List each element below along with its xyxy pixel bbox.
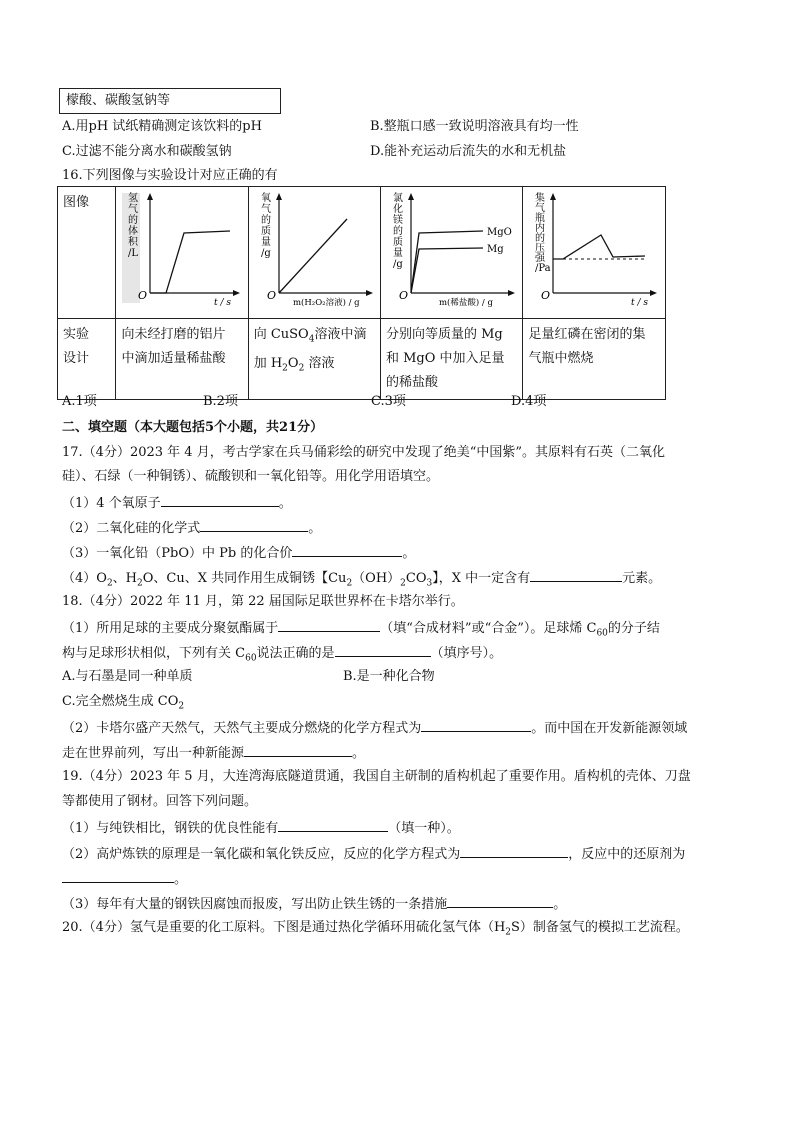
- graph3-series-mgo: MgO: [486, 227, 512, 238]
- design1-line1: 向未经打磨的铝片: [121, 327, 226, 342]
- q17-part3: （3）一氧化铅（PbO）中 Pb 的化合价 。: [62, 542, 415, 564]
- q19-part1: （1）与纯铁相比，钢铁的优良性能有 （填一种）。: [62, 817, 460, 839]
- q17-part4: $(4)O_2$、$H_2O$、Cu、X 共同作用生成铜锈【$Cu_2(OH)_2CO_3$】，X 中一定含有 元素。: [62, 567, 661, 594]
- q18-part1-line2: 构与足球形状相似，下列有关 $C_{60}$说法正确的是 （填序号）。: [62, 642, 502, 669]
- answer-blank[interactable]: [200, 517, 308, 532]
- q16-design4-cell: [523, 319, 666, 400]
- q20-stem: 20.（4分）氢气是重要的化工原料。下图是通过热化学循环用硫化氢气体$(H_2S)$制备氢气的模拟工艺流程。: [62, 920, 689, 938]
- q16-table: [57, 186, 666, 400]
- section-2-heading: 二、填空题（本大题包括5个小题，共21分）: [62, 420, 324, 435]
- q17-part1: （1）4 个氧原子 。: [62, 492, 292, 514]
- graph2-curve: [279, 219, 347, 293]
- q16-option-a: A.1项: [62, 394, 97, 409]
- answer-blank[interactable]: [447, 893, 553, 908]
- q16-option-c: C.3项: [371, 394, 406, 409]
- q17-stem-line1: 17.（4分）2023 年 4 月，考古学家在兵马俑彩绘的研究中发现了绝美“中国紫”。其原料有石英（二氧化: [62, 445, 665, 460]
- graph2-ylabel: 氧气的质量/g: [260, 193, 271, 259]
- q19-stem-line1: 19.（4分）2023 年 5 月，大连湾海底隧道贯通，我国自主研制的盾构机起了重要作用。盾构机的壳体、刀盘: [62, 769, 691, 784]
- answer-blank[interactable]: [460, 843, 568, 858]
- q16-design-row: [58, 319, 666, 400]
- q18-option-a: A.与石墨是同一种单质: [62, 669, 193, 684]
- boxed-text-frame: [59, 88, 281, 114]
- q19-stem-line2: 等都使用了钢材。回答下列问题。: [62, 794, 258, 809]
- q16-graph2-cell: [248, 187, 380, 319]
- answer-blank[interactable]: [278, 817, 388, 832]
- design1-line2: 中滴加适量稀盐酸: [121, 351, 226, 366]
- q16-design2-cell: [248, 319, 380, 400]
- q16-row2-label-2: 设计: [63, 351, 90, 366]
- graph3-magnesium-chloride-mass: [383, 189, 517, 307]
- q18-option-c: C.完全燃烧生成 $CO_2$: [62, 694, 185, 712]
- graph3-ylabel: 氯化镁的质量/g: [392, 193, 403, 270]
- design2-line2: 加 $H_2O_2$ 溶液: [253, 355, 335, 374]
- graph2-xlabel: m(H₂O₂溶液) / g: [292, 298, 360, 307]
- graph4-xlabel: t / s: [631, 298, 649, 307]
- q15-option-b: B.整瓶口感一致说明溶液具有均一性: [370, 119, 579, 134]
- design3-line1: 分别向等质量的 Mg: [385, 327, 503, 342]
- q19-part3: （3）每年有大量的钢铁因腐蚀而报废，写出防止铁生锈的一条措施 。: [62, 893, 566, 915]
- q16-design3-cell: [380, 319, 523, 400]
- graph3-series-mg: Mg: [486, 244, 504, 255]
- q17-part2: （2）二氧化硅的化学式 。: [62, 517, 321, 539]
- q17-stem-line2: 硅）、石绿（一种铜锈）、硫酸钡和一氧化铅等。用化学用语填空。: [62, 469, 440, 484]
- answer-blank[interactable]: [244, 742, 352, 757]
- q18-part1-line1: （1）所用足球的主要成分聚氨酯属于 （填“合成材料”或“合金”）。足球烯 $C_{60}$的分子结: [62, 617, 660, 644]
- graph4-origin: O: [541, 289, 551, 302]
- q18-stem: 18.（4分）2022 年 11 月，第 22 届国际足联世界杯在卡塔尔举行。: [62, 594, 464, 609]
- graph1-xlabel: t / s: [214, 298, 232, 307]
- q16-design1-cell: [116, 319, 248, 400]
- graph1-origin: O: [138, 289, 148, 302]
- graph1-ylabel: 氢气的体积/L: [128, 193, 139, 259]
- design2-line1: 向 CuSO$_4$溶液中滴: [253, 327, 367, 345]
- graph2-oxygen-mass: [251, 189, 375, 307]
- graph4-ylabel: 集气瓶内的压强/Pa: [535, 193, 552, 274]
- q16-stem: 16.下列图像与实验设计对应正确的有: [62, 168, 278, 183]
- q16-row1-label-cell: [58, 187, 116, 319]
- design3-line3: 的稀盐酸: [385, 375, 438, 390]
- boxed-text: 檬酸、碳酸氢钠等: [66, 93, 171, 108]
- q16-graph4-cell: [523, 187, 666, 319]
- q18-part2-line1: （2）卡塔尔盛产天然气，天然气主要成分燃烧的化学方程式为 。而中国在开发新能源领域: [62, 717, 687, 739]
- answer-blank[interactable]: [292, 542, 402, 557]
- graph2-origin: O: [266, 289, 276, 302]
- design3-line2: 和 MgO 中加入足量: [385, 351, 505, 366]
- q16-graph-row: [58, 187, 666, 319]
- answer-blank[interactable]: [62, 868, 174, 883]
- graph4-curve: [553, 235, 645, 259]
- q16-option-b: B.2项: [203, 394, 238, 409]
- q15-option-c: C.过滤不能分离水和碳酸氢钠: [62, 144, 232, 159]
- q19-part2-line2: 。: [62, 868, 187, 890]
- graph3-curve-mgo: [411, 231, 483, 293]
- graph3-curve-mg: [411, 248, 483, 293]
- q18-option-b: B.是一种化合物: [343, 669, 435, 684]
- answer-blank[interactable]: [421, 717, 531, 732]
- q19-part2-line1: （2）高炉炼铁的原理是一氧化碳和氧化铁反应，反应的化学方程式为 ，反应中的还原剂为: [62, 843, 685, 865]
- q15-option-d: D.能补充运动后流失的水和无机盐: [370, 144, 567, 159]
- q16-graph3-cell: [380, 187, 523, 319]
- graph1-hydrogen-volume: [118, 189, 242, 307]
- q16-option-d: D.4项: [511, 394, 547, 409]
- q18-part2-line2: 走在世界前列，写出一种新能源 。: [62, 742, 365, 764]
- graph3-xlabel: m(稀盐酸) / g: [438, 298, 493, 307]
- design4-line2: 气瓶中燃烧: [528, 351, 594, 366]
- q16-row1-label: 图像: [63, 195, 90, 210]
- answer-blank[interactable]: [161, 492, 279, 507]
- graph4-bottle-pressure: [525, 189, 659, 307]
- q16-row2-label-cell: [58, 319, 116, 400]
- q16-row2-label-1: 实验: [63, 327, 90, 342]
- design4-line1: 足量红磷在密闭的集: [528, 327, 646, 342]
- answer-blank[interactable]: [278, 617, 380, 632]
- graph1-curve: [150, 231, 230, 293]
- q15-option-a: A.用pH 试纸精确测定该饮料的pH: [62, 119, 262, 134]
- answer-blank[interactable]: [335, 642, 431, 657]
- answer-blank[interactable]: [530, 567, 622, 582]
- graph3-origin: O: [398, 289, 408, 302]
- q16-graph1-cell: [116, 187, 248, 319]
